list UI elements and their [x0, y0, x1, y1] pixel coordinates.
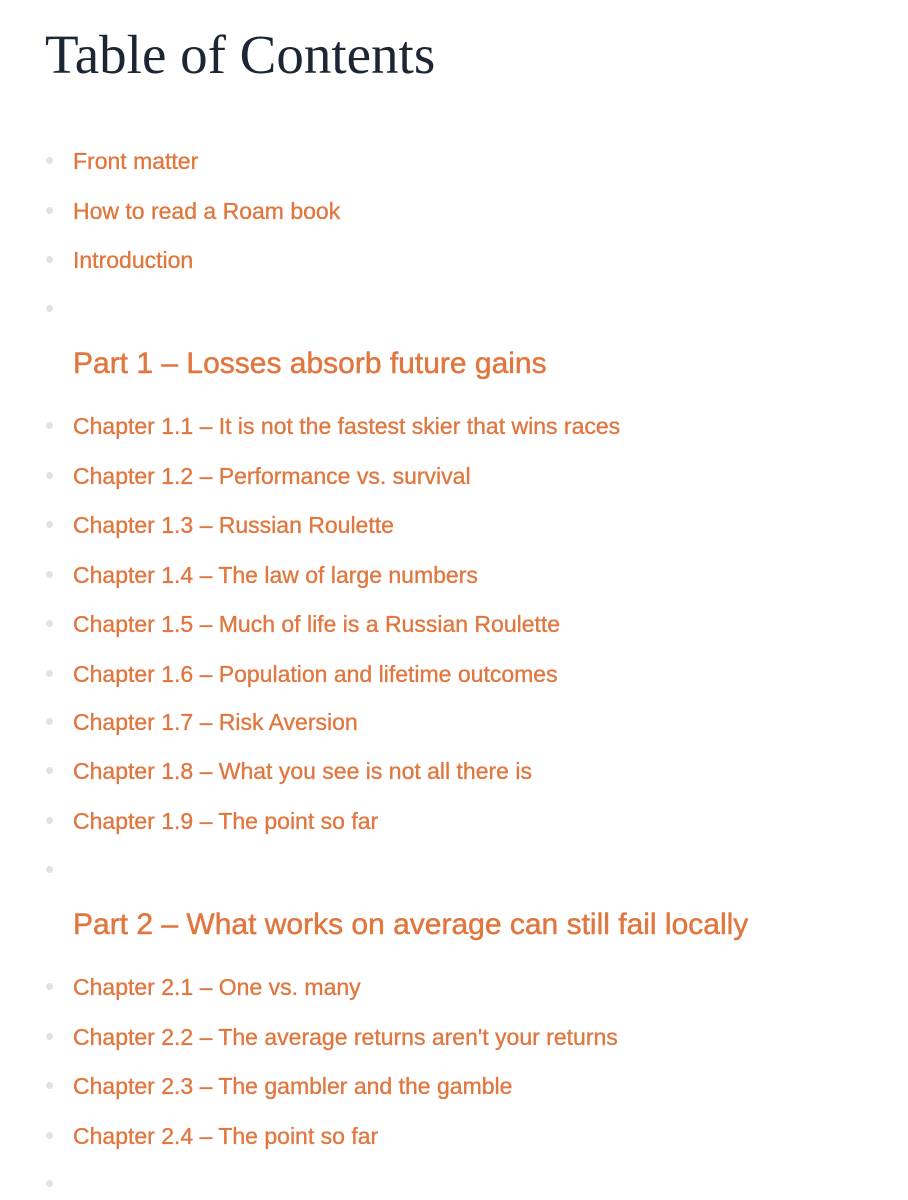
- list-bullet: [46, 157, 53, 164]
- toc-link-chapter-2-3[interactable]: Chapter 2.3 – The gambler and the gamble: [73, 1073, 513, 1099]
- toc-link-chapter-1-5[interactable]: Chapter 1.5 – Much of life is a Russian Roulette: [73, 611, 561, 637]
- list-bullet: [46, 472, 53, 479]
- toc-link-chapter-1-1[interactable]: Chapter 1.1 – It is not the fastest skier that wins races: [73, 413, 621, 439]
- list-bullet: [46, 207, 53, 214]
- toc-link-chapter-1-3[interactable]: Chapter 1.3 – Russian Roulette: [73, 512, 394, 538]
- toc-link-chapter-2-1[interactable]: Chapter 2.1 – One vs. many: [73, 974, 361, 1000]
- list-bullet: [46, 571, 53, 578]
- toc-link-front-matter[interactable]: Front matter: [73, 148, 199, 174]
- list-bullet: [46, 767, 53, 774]
- list-bullet: [46, 1033, 53, 1040]
- list-bullet: [46, 521, 53, 528]
- list-bullet: [46, 718, 53, 725]
- list-bullet: [46, 983, 53, 990]
- list-bullet-empty: [46, 305, 53, 312]
- toc-link-chapter-1-7[interactable]: Chapter 1.7 – Risk Aversion: [73, 709, 358, 735]
- toc-link-chapter-2-4[interactable]: Chapter 2.4 – The point so far: [73, 1123, 379, 1149]
- list-bullet: [46, 1082, 53, 1089]
- list-bullet: [46, 620, 53, 627]
- toc-link-chapter-1-8[interactable]: Chapter 1.8 – What you see is not all there is: [73, 758, 532, 784]
- list-bullet: [46, 670, 53, 677]
- page-title: Table of Contents: [45, 24, 436, 85]
- list-bullet: [46, 817, 53, 824]
- toc-link-chapter-2-2[interactable]: Chapter 2.2 – The average returns aren't your returns: [73, 1024, 618, 1050]
- toc-link-chapter-1-2[interactable]: Chapter 1.2 – Performance vs. survival: [73, 463, 471, 489]
- toc-link-part-1[interactable]: Part 1 – Losses absorb future gains: [73, 347, 547, 380]
- list-bullet-empty: [46, 1180, 53, 1187]
- toc-link-part-2[interactable]: Part 2 – What works on average can still fail locally: [73, 908, 749, 941]
- list-bullet: [46, 256, 53, 263]
- list-bullet: [46, 1132, 53, 1139]
- toc-link-chapter-1-9[interactable]: Chapter 1.9 – The point so far: [73, 808, 379, 834]
- list-bullet: [46, 422, 53, 429]
- toc-link-how-to-read[interactable]: How to read a Roam book: [73, 198, 341, 224]
- toc-link-chapter-1-6[interactable]: Chapter 1.6 – Population and lifetime outcomes: [73, 661, 558, 687]
- toc-link-chapter-1-4[interactable]: Chapter 1.4 – The law of large numbers: [73, 562, 478, 588]
- toc-link-introduction[interactable]: Introduction: [73, 247, 194, 273]
- list-bullet-empty: [46, 866, 53, 873]
